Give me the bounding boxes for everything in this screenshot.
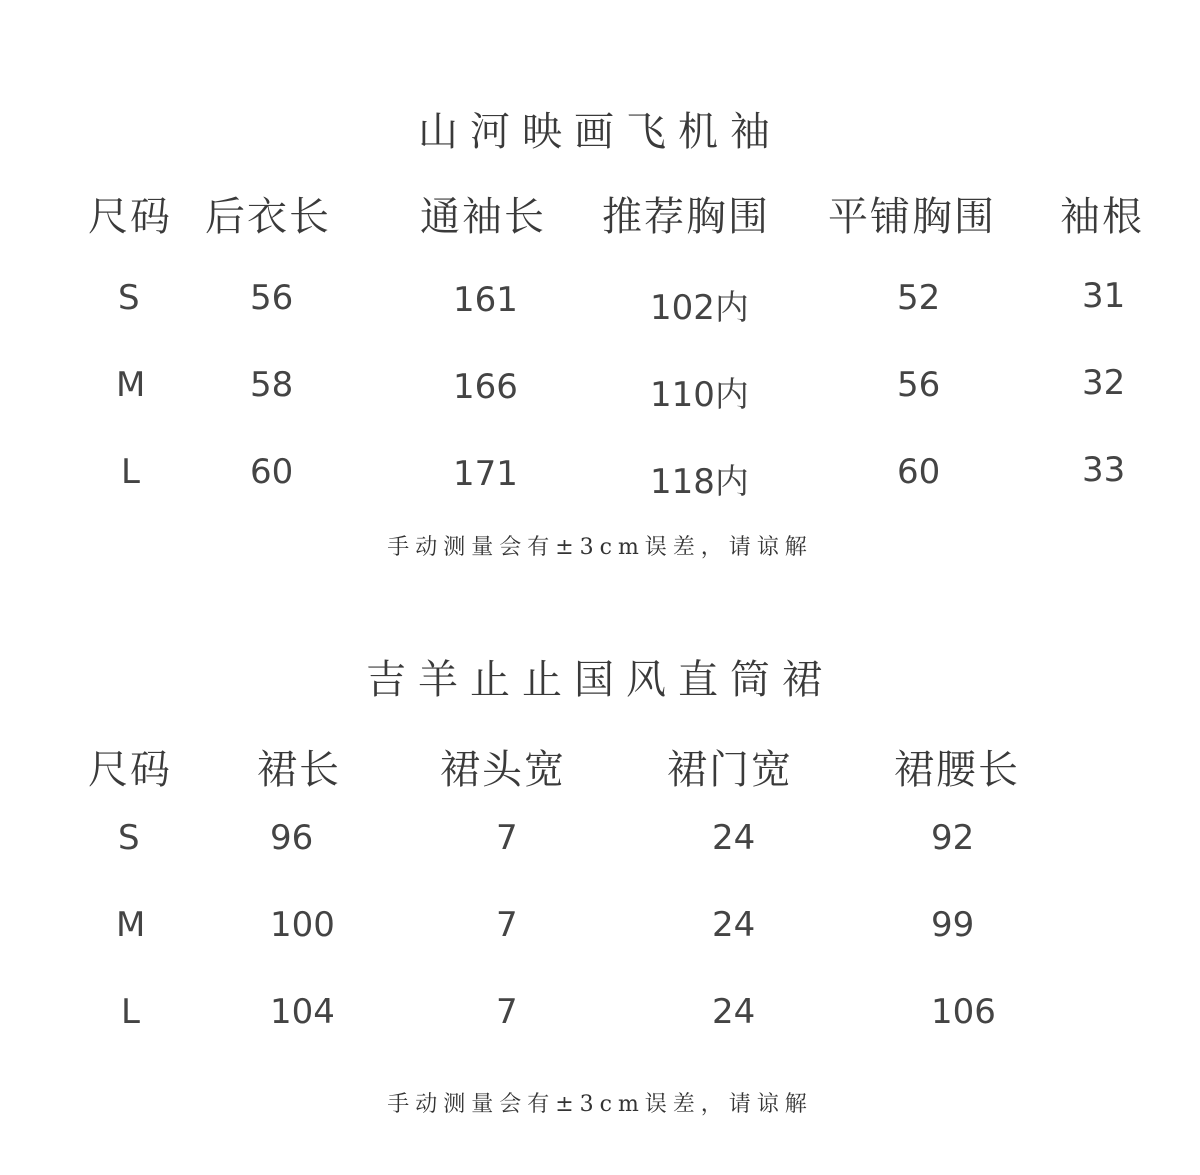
table-cell: 60 xyxy=(897,452,941,492)
table-cell: 24 xyxy=(712,905,756,945)
table-cell: 33 xyxy=(1082,450,1126,490)
table-cell: 32 xyxy=(1082,363,1126,403)
table-cell: 96 xyxy=(270,818,314,858)
table-cell: 104 xyxy=(270,992,335,1032)
table-cell: 56 xyxy=(897,365,941,405)
section1-title: 山河映画飞机袖 xyxy=(418,109,782,155)
table-cell: 56 xyxy=(250,278,294,318)
section1-header-back-length: 后衣长 xyxy=(205,194,331,240)
table-cell: 161 xyxy=(453,280,518,320)
table-cell: 171 xyxy=(453,454,518,494)
section1-measurement-note: 手动测量会有±3cm误差，请谅解 xyxy=(387,535,813,560)
table-cell: S xyxy=(118,278,140,318)
table-cell: 102内 xyxy=(650,288,749,328)
table-cell: L xyxy=(121,452,140,492)
table-cell: S xyxy=(118,818,140,858)
table-cell: 99 xyxy=(931,905,975,945)
section1-header-sleeve-length: 通袖长 xyxy=(420,194,546,240)
section1-header-armhole: 袖根 xyxy=(1060,194,1144,240)
table-cell: 106 xyxy=(931,992,996,1032)
section2-header-front-panel-width: 裙门宽 xyxy=(667,747,793,793)
table-cell: M xyxy=(116,365,146,405)
section2-measurement-note: 手动测量会有±3cm误差，请谅解 xyxy=(387,1092,813,1117)
table-cell: 7 xyxy=(496,818,518,858)
table-cell: 52 xyxy=(897,278,941,318)
table-cell: 166 xyxy=(453,367,518,407)
table-cell: 118内 xyxy=(650,462,749,502)
section2-header-skirt-length: 裙长 xyxy=(257,747,341,793)
table-cell: 24 xyxy=(712,992,756,1032)
table-cell: 24 xyxy=(712,818,756,858)
table-cell: L xyxy=(121,992,140,1032)
table-cell: 7 xyxy=(496,905,518,945)
table-cell: 100 xyxy=(270,905,335,945)
table-cell: M xyxy=(116,905,146,945)
table-cell: 58 xyxy=(250,365,294,405)
section1-header-flat-chest: 平铺胸围 xyxy=(828,194,996,240)
section1-header-recommended-chest: 推荐胸围 xyxy=(602,194,770,240)
table-cell: 7 xyxy=(496,992,518,1032)
table-cell: 31 xyxy=(1082,276,1126,316)
table-cell: 92 xyxy=(931,818,975,858)
section1-header-size: 尺码 xyxy=(88,194,172,240)
section2-header-size: 尺码 xyxy=(88,747,172,793)
table-cell: 60 xyxy=(250,452,294,492)
section2-header-waist-length: 裙腰长 xyxy=(894,747,1020,793)
table-cell: 110内 xyxy=(650,375,749,415)
section2-header-waistband-width: 裙头宽 xyxy=(440,747,566,793)
section2-title: 吉羊止止国风直筒裙 xyxy=(366,657,834,703)
